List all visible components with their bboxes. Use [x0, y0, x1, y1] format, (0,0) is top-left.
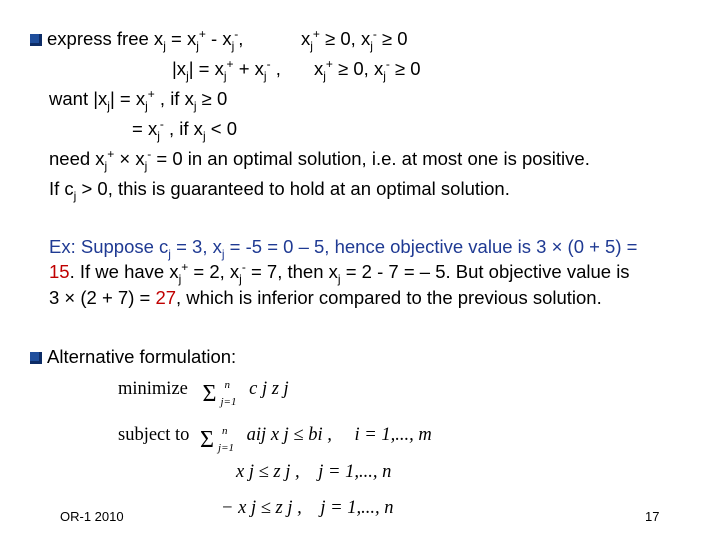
subscript: j	[193, 99, 197, 113]
text: = 7, then x	[245, 261, 338, 282]
text: ≥ 0	[196, 88, 228, 109]
minimize-label: minimize	[118, 379, 188, 399]
subscript: j	[196, 39, 199, 53]
page-number: 17	[645, 509, 660, 524]
text: , if x	[163, 118, 203, 139]
constraint-range: j = 1,..., n	[318, 462, 392, 482]
text: | = x	[109, 88, 146, 109]
constraint-terms: aij x j ≤ bi ,	[246, 425, 332, 445]
text: Alternative formulation:	[47, 346, 237, 367]
superscript: +	[198, 27, 206, 41]
text: = x	[165, 28, 197, 49]
objective-row	[118, 378, 289, 408]
text: x	[314, 58, 324, 79]
subscript: j	[221, 247, 225, 261]
subscript: j	[223, 69, 227, 83]
line-need-product-zero	[49, 147, 590, 173]
subscript: j	[323, 69, 326, 83]
constraint-range: j = 1,..., n	[320, 498, 394, 518]
line-want-case1	[49, 87, 228, 113]
superscript: +	[147, 87, 155, 101]
superscript: -	[241, 260, 246, 274]
text: ≥ 0, x	[319, 28, 371, 49]
example-line-2	[49, 260, 630, 286]
example-label: Ex	[49, 236, 71, 257]
sum-limits	[202, 379, 237, 408]
subscript: j	[186, 69, 189, 83]
text: If c	[49, 178, 74, 199]
line-absolute-value	[172, 57, 281, 83]
line-absolute-value-bounds	[314, 57, 421, 83]
text: = 2, x	[188, 261, 240, 282]
text: = 2 - 7 = – 5. But objective value is	[340, 261, 630, 282]
text: × x	[114, 148, 145, 169]
text: + x	[233, 58, 264, 79]
subscript: j	[337, 272, 341, 286]
text: ,	[238, 28, 244, 49]
text: |x	[172, 58, 187, 79]
constraint-row-1	[118, 424, 432, 454]
text: ≥ 0	[389, 58, 421, 79]
superscript: -	[266, 57, 271, 71]
highlight-value: 15	[49, 261, 70, 282]
superscript: +	[107, 147, 115, 161]
subscript: j	[73, 189, 77, 203]
line-want-case2	[132, 117, 237, 143]
footer-course-label: OR-1 2010	[60, 509, 124, 524]
subject-to-label: subject to	[118, 425, 190, 445]
superscript: +	[226, 57, 234, 71]
subscript: j	[178, 272, 182, 286]
subscript: j	[383, 69, 386, 83]
superscript: -	[147, 147, 152, 161]
superscript: -	[385, 57, 390, 71]
constraint-row-2	[236, 461, 391, 483]
constraint-range: i = 1,..., m	[354, 425, 432, 445]
subscript: j	[107, 99, 110, 113]
square-bullet-icon	[30, 352, 42, 364]
line-guarantee	[49, 178, 510, 203]
constraint-terms: x j ≤ z j ,	[236, 462, 300, 482]
text: ≥ 0	[376, 28, 408, 49]
subscript: j	[157, 129, 160, 143]
subscript: j	[263, 69, 267, 83]
line-free-variable	[30, 27, 244, 53]
subscript: j	[370, 39, 373, 53]
sum-upper: n	[222, 425, 228, 437]
superscript: -	[372, 27, 377, 41]
text: need x	[49, 148, 105, 169]
sum-symbol: Σ	[202, 381, 217, 407]
text: | = x	[188, 58, 224, 79]
subscript: j	[144, 159, 148, 173]
objective-terms: c j z j	[249, 379, 289, 399]
text: = -5 = 0 – 5, hence objective value is 3 × (0 + 5) =	[224, 236, 638, 257]
subscript: j	[202, 129, 206, 143]
subscript: j	[310, 39, 313, 53]
text: : Suppose c	[70, 236, 169, 257]
line-free-variable-bounds	[301, 27, 408, 53]
text: = 0 in an optimal solution, i.e. at most one is positive.	[151, 148, 590, 169]
text: - x	[205, 28, 232, 49]
superscript: +	[312, 27, 320, 41]
text: 3 × (2 + 7) =	[49, 287, 156, 308]
text: . If we have x	[69, 261, 179, 282]
text: want |x	[49, 88, 108, 109]
example-line-1	[49, 236, 638, 261]
superscript: +	[325, 57, 333, 71]
text: , which is inferior compared to the previous solution.	[176, 287, 602, 308]
text: = 3, x	[170, 236, 222, 257]
text: express free x	[47, 28, 164, 49]
highlight-value: 27	[155, 287, 177, 308]
sum-limits	[200, 425, 235, 454]
subscript: j	[168, 247, 171, 261]
text: = x	[132, 118, 158, 139]
example-line-3	[49, 287, 602, 309]
text: x	[301, 28, 311, 49]
sum-symbol: Σ	[200, 427, 215, 453]
subscript: j	[231, 39, 235, 53]
square-bullet-icon	[30, 34, 42, 46]
superscript: -	[234, 27, 239, 41]
subscript: j	[239, 272, 242, 286]
sum-lower: j=1	[218, 442, 235, 454]
constraint-terms: − x j ≤ z j ,	[221, 498, 302, 518]
sum-upper: n	[224, 379, 230, 391]
subscript: j	[104, 159, 108, 173]
text: ,	[270, 58, 281, 79]
subscript: j	[163, 39, 166, 53]
alt-formulation-heading	[30, 346, 236, 368]
text: , if x	[154, 88, 194, 109]
text: < 0	[205, 118, 237, 139]
superscript: -	[159, 117, 164, 131]
subscript: j	[145, 99, 148, 113]
text: > 0, this is guaranteed to hold at an optimal solution.	[76, 178, 510, 199]
text: ≥ 0, x	[332, 58, 384, 79]
superscript: +	[181, 260, 189, 274]
constraint-row-3	[221, 497, 393, 519]
sum-lower: j=1	[220, 396, 237, 408]
